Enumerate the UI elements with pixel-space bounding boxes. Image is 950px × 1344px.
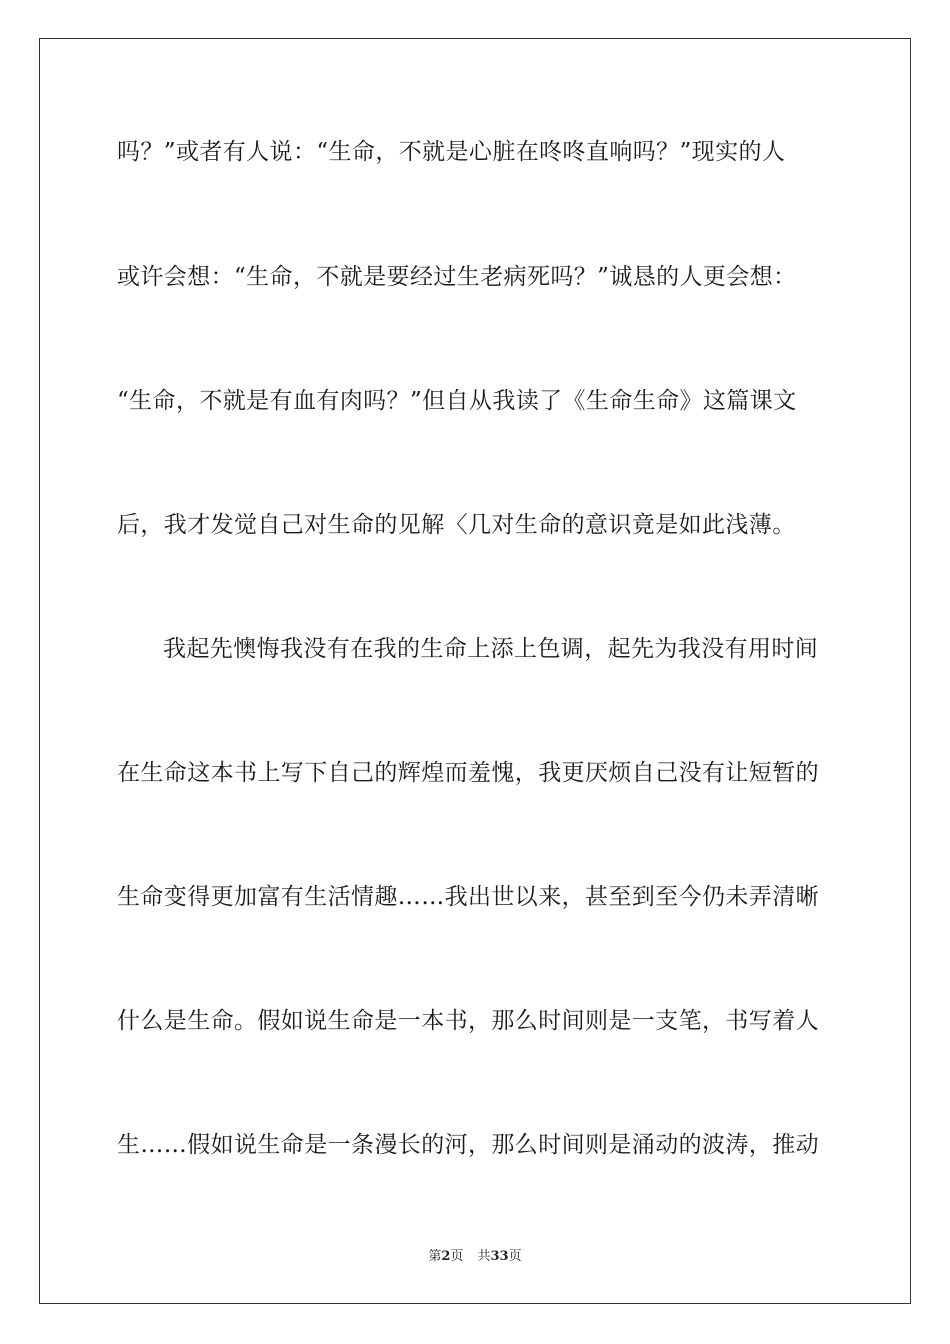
text-line-5-paragraph-start: 我起先懊悔我没有在我的生命上添上色调，起先为我没有用时间 [163,636,819,662]
total-pages: 33 [490,1249,509,1264]
text-line-3: “生命，不就是有血有肉吗？”但自从我读了《生命生命》这篇课文 [117,388,797,414]
text-line-2: 或许会想：“生命，不就是要经过生老病死吗？”诚恳的人更会想： [117,264,797,290]
text-line-1: 吗？”或者有人说：“生命，不就是心脏在咚咚直响吗？”现实的人 [117,139,786,165]
page-suffix: 页 [450,1249,464,1264]
text-line-6: 在生命这本书上写下自己的辉煌而羞愧，我更厌烦自己没有让短暂的 [117,760,819,786]
text-line-4: 后，我才发觉自己对生命的见解〈几对生命的意识竟是如此浅薄。 [117,512,796,538]
total-prefix: 共 [477,1249,491,1264]
page-number: 2 [441,1249,451,1264]
page-footer [0,1248,950,1266]
page-prefix: 第 [428,1249,442,1264]
text-line-8: 什么是生命。假如说生命是一本书，那么时间则是一支笔，书写着人 [117,1008,819,1034]
text-line-7: 生命变得更加富有生活情趣……我出世以来，甚至到至今仍未弄清晰 [117,884,819,910]
page-border [39,38,911,1304]
total-suffix: 页 [508,1249,522,1264]
text-line-9: 生……假如说生命是一条漫长的河，那么时间则是涌动的波涛，推动 [117,1132,819,1158]
